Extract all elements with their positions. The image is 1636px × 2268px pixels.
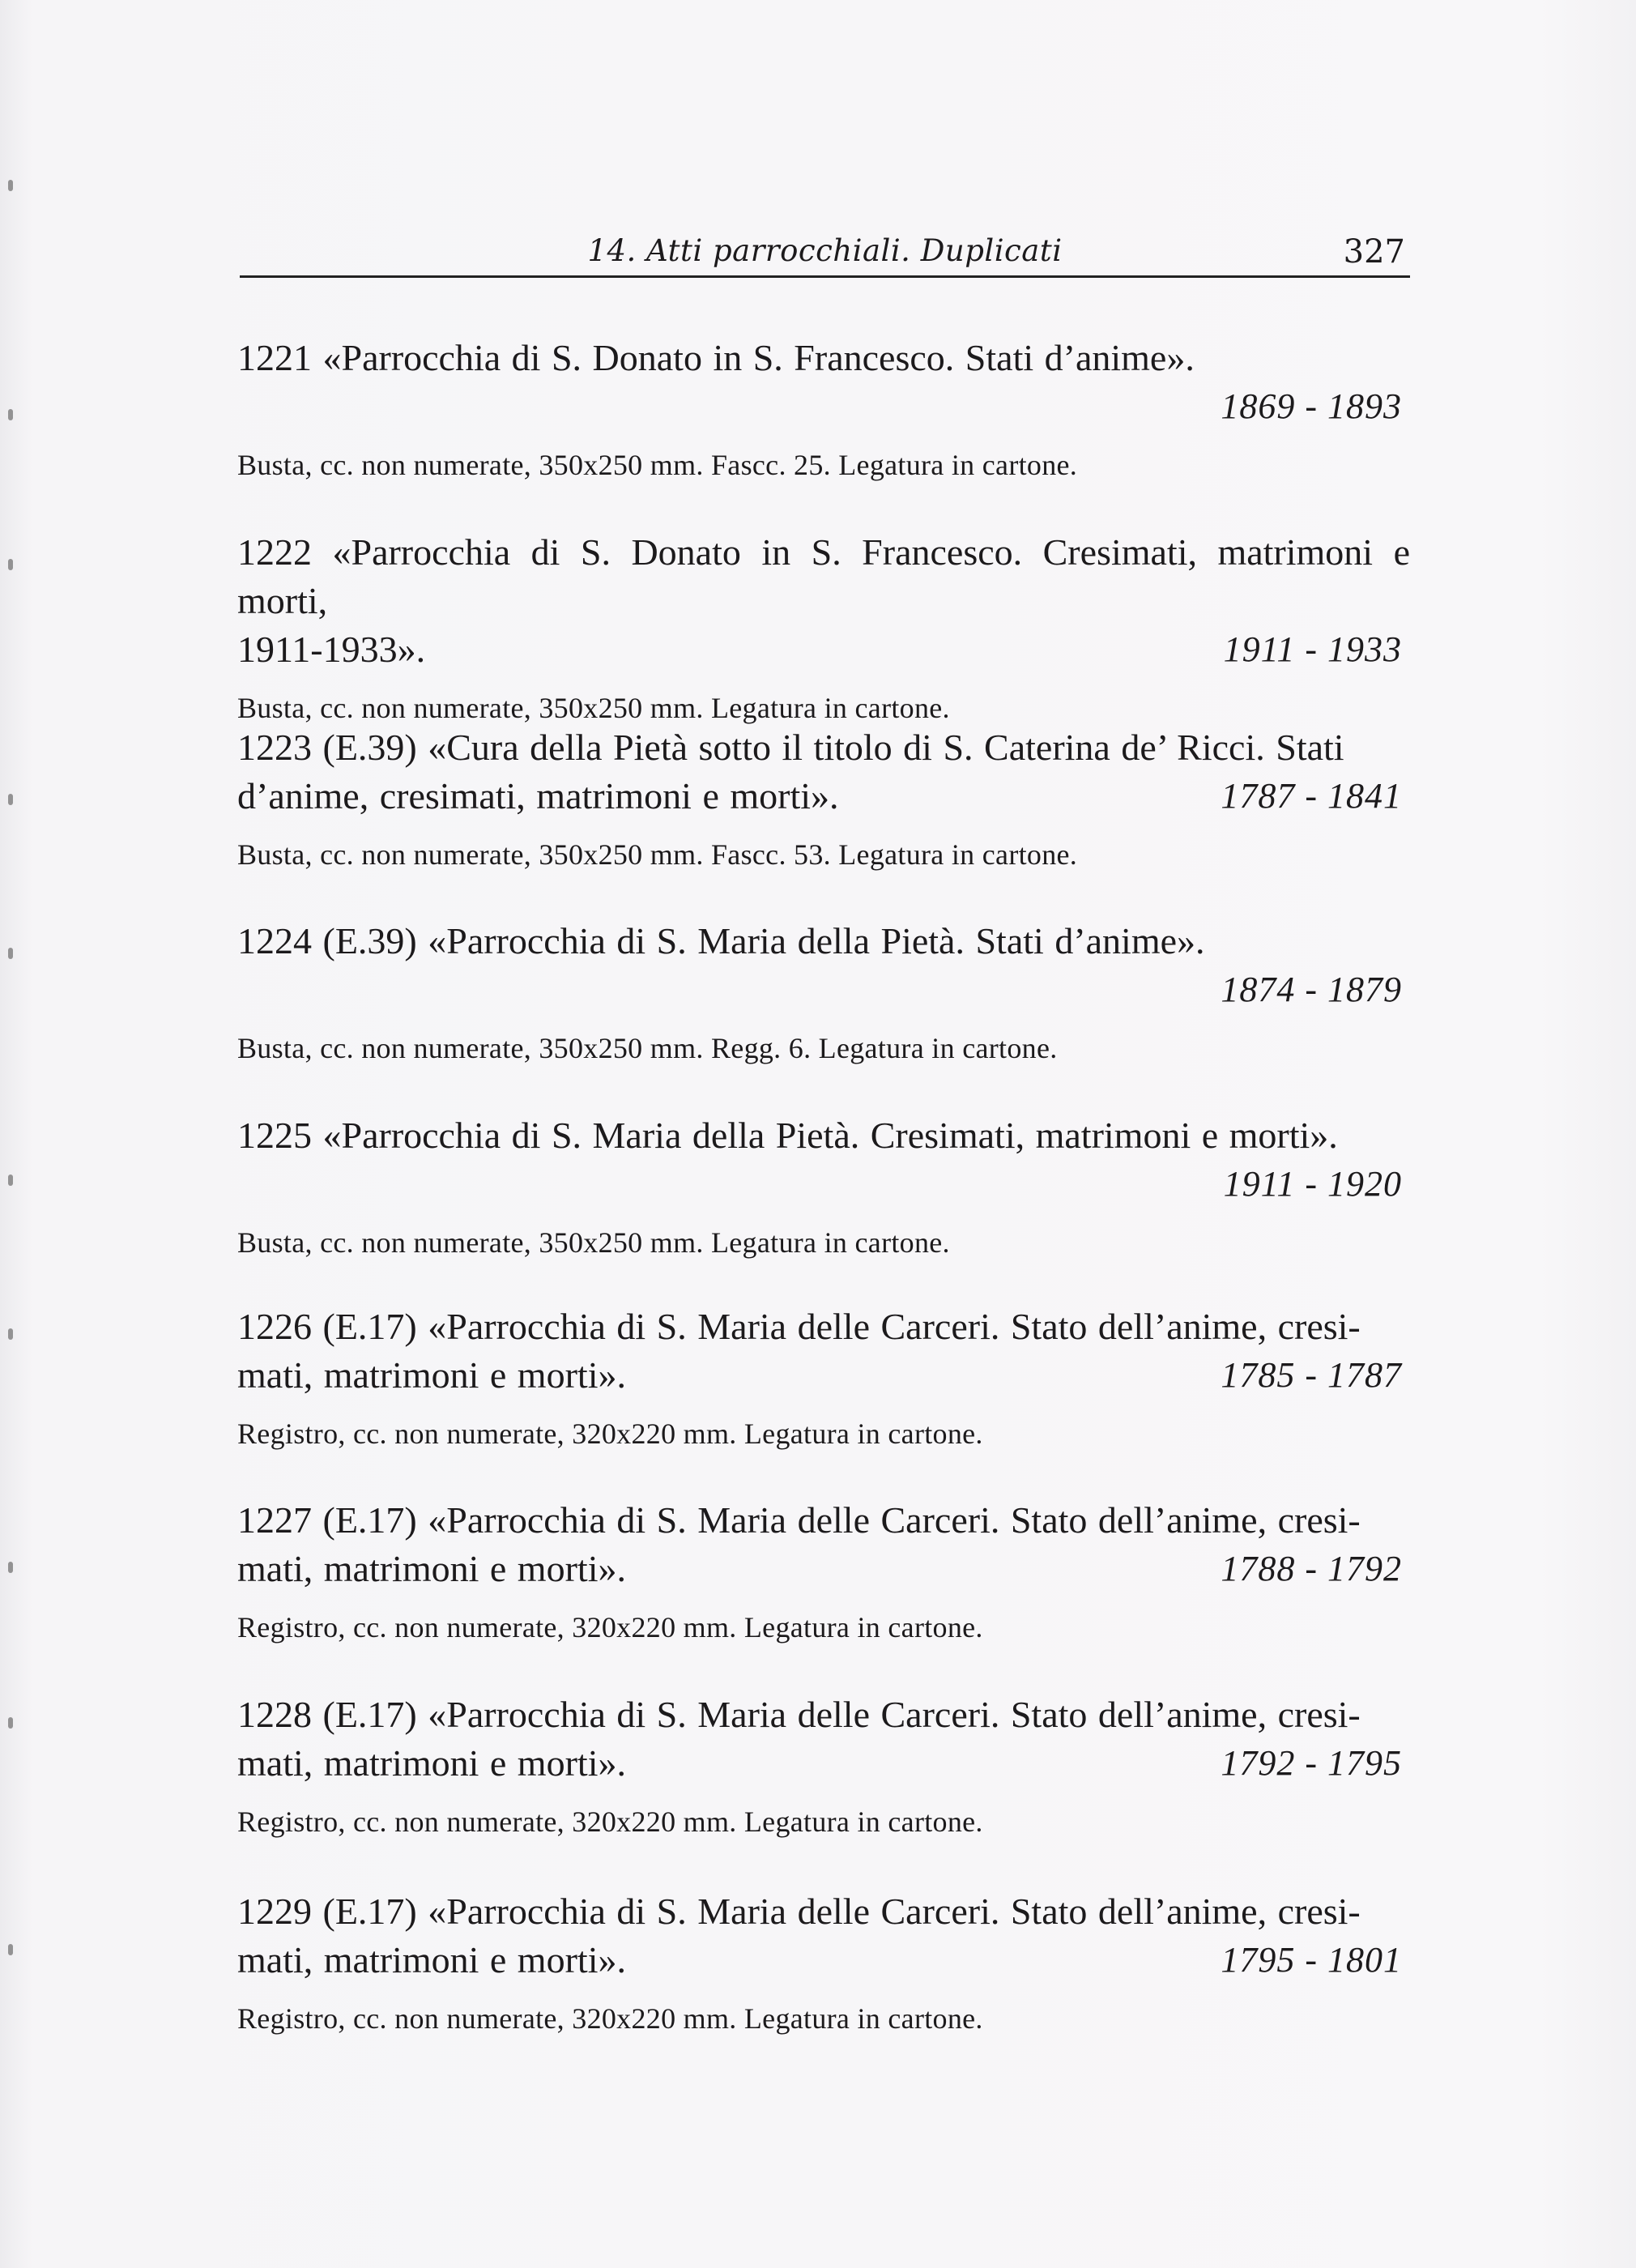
catalog-entry xyxy=(237,723,1410,872)
entry-title: 1228 (E.17) «Parrocchia di S. Maria delle Carceri. Stato dell’anime, cresi- xyxy=(237,1694,1361,1735)
binding-mark xyxy=(8,1717,13,1729)
catalog-entry xyxy=(237,528,1410,726)
catalog-entry xyxy=(237,1887,1410,2036)
catalog-entry xyxy=(237,1302,1410,1452)
entry-description: Busta, cc. non numerate, 350x250 mm. Fascc. 53. Legatura in cartone. xyxy=(237,838,1078,871)
binding-mark xyxy=(8,180,13,191)
catalog-entry xyxy=(237,1111,1410,1260)
entry-description: Busta, cc. non numerate, 350x250 mm. Legatura in cartone. xyxy=(237,692,950,724)
entry-dates: 1911 - 1933 xyxy=(1223,629,1402,669)
entry-title: 1221 «Parrocchia di S. Donato in S. Francesco. Stati d’anime». xyxy=(237,337,1195,378)
entry-description: Busta, cc. non numerate, 350x250 mm. Legatura in cartone. xyxy=(237,1226,950,1259)
entry-title: 1229 (E.17) «Parrocchia di S. Maria delle Carceri. Stato dell’anime, cresi- xyxy=(237,1891,1361,1932)
entry-dates: 1788 - 1792 xyxy=(1221,1549,1402,1588)
binding-mark xyxy=(8,1944,13,1955)
entry-dates: 1792 - 1795 xyxy=(1221,1743,1402,1783)
entry-description: Busta, cc. non numerate, 350x250 mm. Regg. 6. Legatura in cartone. xyxy=(237,1032,1058,1064)
entry-dates: 1795 - 1801 xyxy=(1221,1940,1402,1980)
binding-mark xyxy=(8,948,13,959)
catalog-entry xyxy=(237,334,1410,483)
binding-mark xyxy=(8,1174,13,1186)
entry-title-continuation: mati, matrimoni e morti». xyxy=(237,1548,626,1589)
entry-title-continuation: mati, matrimoni e morti». xyxy=(237,1742,626,1784)
entry-title-continuation: mati, matrimoni e morti». xyxy=(237,1354,626,1396)
entry-title: 1225 «Parrocchia di S. Maria della Pietà. Cresimati, matrimoni e morti». xyxy=(237,1115,1338,1156)
catalog-entry xyxy=(237,1496,1410,1645)
entry-dates: 1911 - 1920 xyxy=(1223,1164,1402,1204)
entry-title: 1223 (E.39) «Cura della Pietà sotto il titolo di S. Caterina de’ Ricci. Stati xyxy=(237,727,1344,768)
entry-description: Busta, cc. non numerate, 350x250 mm. Fascc. 25. Legatura in cartone. xyxy=(237,449,1078,481)
binding-mark xyxy=(8,1562,13,1573)
binding-mark xyxy=(8,794,13,805)
chapter-title: 14. Atti parrocchiali. Duplicati xyxy=(587,233,1063,268)
entry-title: 1224 (E.39) «Parrocchia di S. Maria della Pietà. Stati d’anime». xyxy=(237,920,1205,961)
entry-title: 1227 (E.17) «Parrocchia di S. Maria delle Carceri. Stato dell’anime, cresi- xyxy=(237,1499,1361,1541)
binding-mark xyxy=(8,409,13,420)
entry-description: Registro, cc. non numerate, 320x220 mm. Legatura in cartone. xyxy=(237,2002,983,2035)
entry-dates: 1874 - 1879 xyxy=(1221,970,1402,1009)
entry-title-continuation: d’anime, cresimati, matrimoni e morti». xyxy=(237,775,839,816)
catalog-entry xyxy=(237,1690,1410,1840)
entry-dates: 1869 - 1893 xyxy=(1221,386,1402,426)
entry-dates: 1787 - 1841 xyxy=(1221,776,1402,816)
page-number: 327 xyxy=(1343,233,1405,271)
entry-title-continuation: mati, matrimoni e morti». xyxy=(237,1939,626,1980)
entry-description: Registro, cc. non numerate, 320x220 mm. Legatura in cartone. xyxy=(237,1611,983,1643)
entry-description: Registro, cc. non numerate, 320x220 mm. Legatura in cartone. xyxy=(237,1418,983,1450)
binding-mark xyxy=(8,559,13,570)
entry-title: 1222 «Parrocchia di S. Donato in S. Francesco. Cresimati, matrimoni e morti, xyxy=(237,531,1410,621)
entry-title: 1226 (E.17) «Parrocchia di S. Maria delle Carceri. Stato dell’anime, cresi- xyxy=(237,1306,1361,1347)
running-header xyxy=(240,233,1410,278)
catalog-entry xyxy=(237,917,1410,1066)
binding-mark xyxy=(8,1328,13,1340)
entry-title-continuation: 1911-1933». xyxy=(237,629,426,670)
entry-description: Registro, cc. non numerate, 320x220 mm. Legatura in cartone. xyxy=(237,1805,983,1838)
entry-dates: 1785 - 1787 xyxy=(1221,1355,1402,1395)
